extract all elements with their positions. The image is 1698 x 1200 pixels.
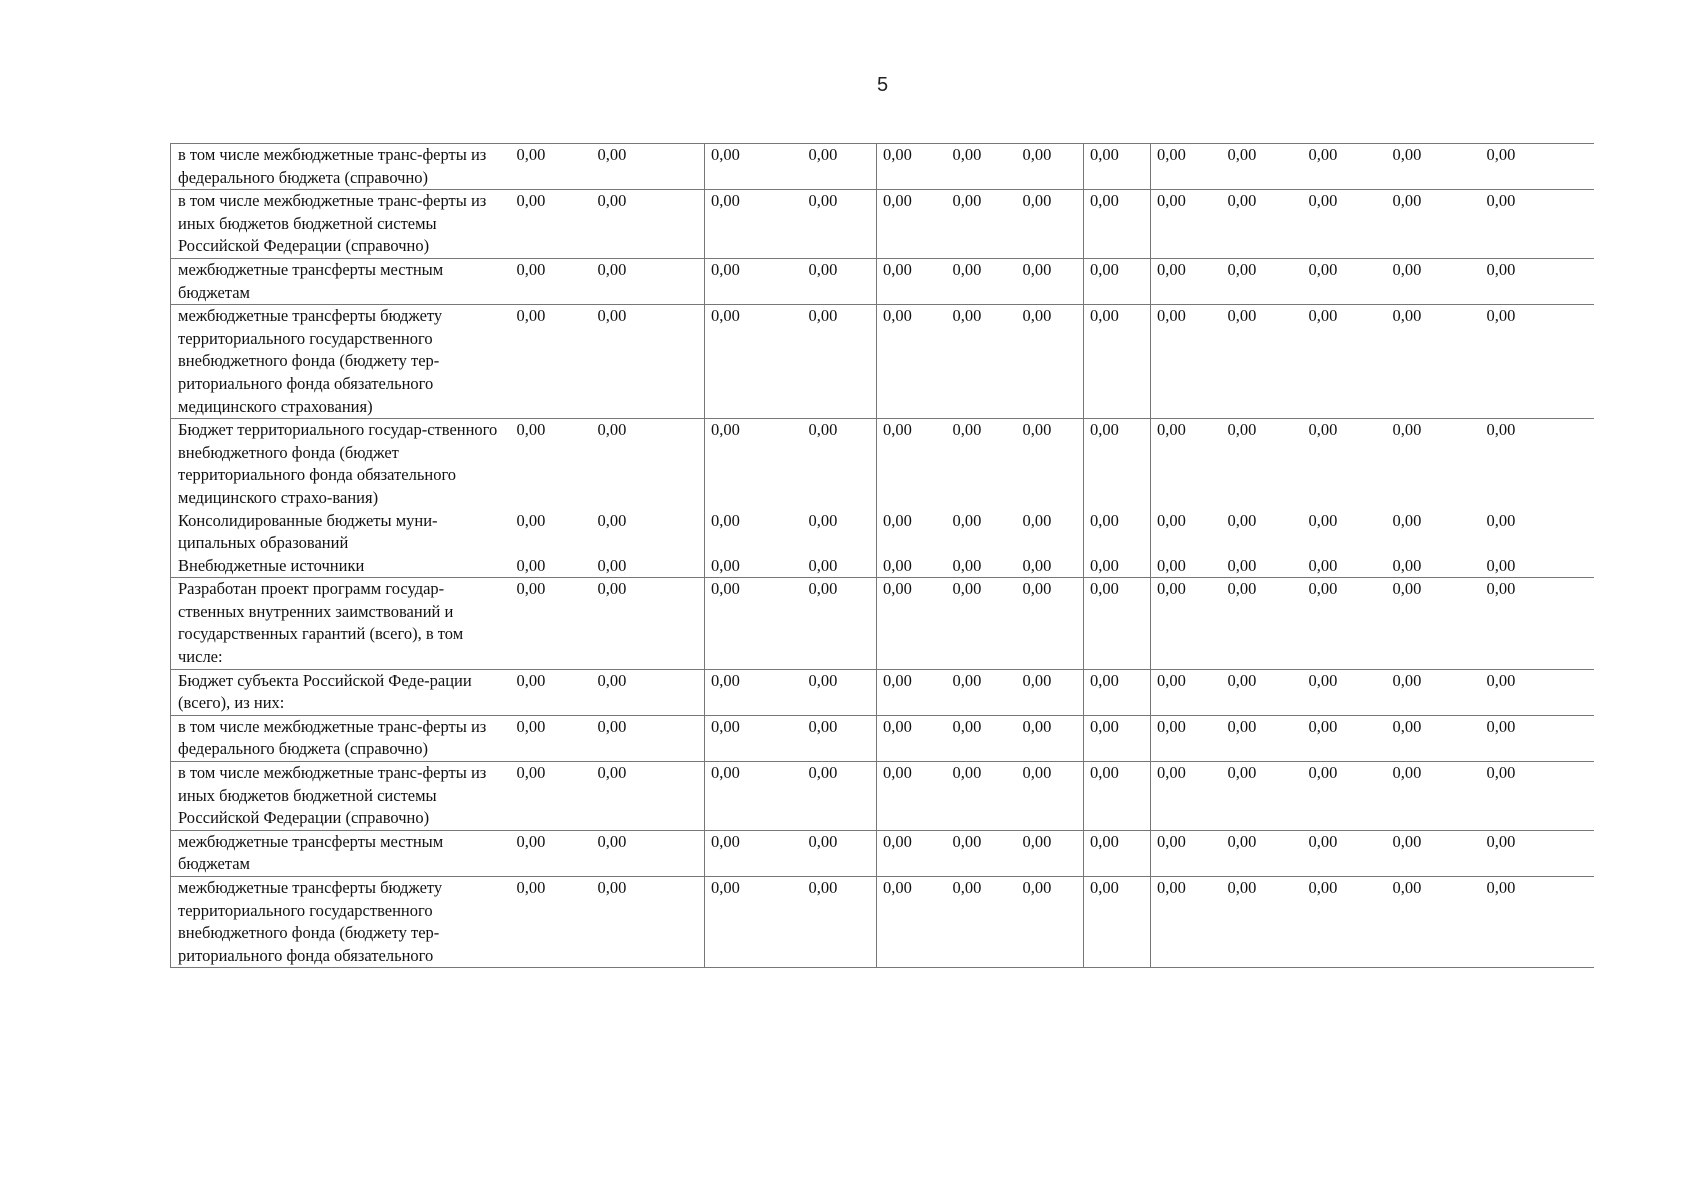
value-cell: 0,00 xyxy=(1017,555,1084,578)
value-cell: 0,00 xyxy=(1222,305,1303,419)
value-cell: 0,00 xyxy=(1017,830,1084,876)
value-cell: 0,00 xyxy=(803,669,877,715)
row-label: межбюджетные трансферты местным бюджетам xyxy=(171,258,511,304)
value-cell: 0,00 xyxy=(1084,669,1151,715)
budget-table xyxy=(170,143,1594,968)
value-cell: 0,00 xyxy=(1084,419,1151,510)
value-cell: 0,00 xyxy=(705,877,803,968)
value-cell: 0,00 xyxy=(947,715,1017,761)
value-cell: 0,00 xyxy=(1157,555,1186,575)
value-cell: 0,00 xyxy=(883,555,912,575)
table-row xyxy=(171,190,1594,259)
value-cell: 0,00 xyxy=(1481,830,1594,876)
value-cell: 0,00 xyxy=(1151,305,1222,419)
value-cell: 0,00 xyxy=(1017,419,1084,510)
value-cell: 0,00 xyxy=(803,762,877,831)
value-cell: 0,00 xyxy=(1151,190,1222,259)
value-cell: 0,00 xyxy=(1222,258,1303,304)
value-cell: 0,00 xyxy=(952,510,982,530)
value-cell: 0,00 xyxy=(1017,305,1084,419)
value-cell: 0,00 xyxy=(592,762,705,831)
value-cell: 0,00 xyxy=(511,715,592,761)
value-cell: 0,00 xyxy=(1222,144,1303,190)
value-cell: 0,00 xyxy=(1392,510,1422,530)
value-cell: 0,00 xyxy=(803,419,877,510)
value-cell: 0,00 xyxy=(1303,578,1387,669)
value-cell: 0,00 xyxy=(1084,144,1151,190)
row-label: Бюджет территориального государ-ственного внебюджетного фонда (бюджет территориального фонда обязательного медицинского страхо-вания) xyxy=(171,419,511,510)
value-cell: 0,00 xyxy=(592,510,705,555)
value-cell: 0,00 xyxy=(1017,510,1084,555)
value-cell: 0,00 xyxy=(1303,419,1387,510)
value-cell: 0,00 xyxy=(705,144,803,190)
table-row xyxy=(171,669,1594,715)
value-cell: 0,00 xyxy=(705,258,803,304)
value-cell: 0,00 xyxy=(877,258,947,304)
row-label: в том числе межбюджетные транс-ферты из федерального бюджета (справочно) xyxy=(171,715,511,761)
value-cell: 0,00 xyxy=(947,258,1017,304)
value-cell: 0,00 xyxy=(1084,510,1151,555)
value-cell: 0,00 xyxy=(1227,555,1257,575)
value-cell: 0,00 xyxy=(1481,305,1594,419)
value-cell: 0,00 xyxy=(1222,578,1303,669)
budget-table-wrapper xyxy=(170,143,1593,968)
value-cell: 0,00 xyxy=(947,762,1017,831)
value-cell: 0,00 xyxy=(947,419,1017,510)
value-cell: 0,00 xyxy=(947,305,1017,419)
row-label: Бюджет субъекта Российской Феде-рации (всего), из них: xyxy=(171,669,511,715)
value-cell: 0,00 xyxy=(803,258,877,304)
value-cell: 0,00 xyxy=(1387,578,1481,669)
value-cell: 0,00 xyxy=(1151,762,1222,831)
value-cell: 0,00 xyxy=(1303,669,1387,715)
value-cell: 0,00 xyxy=(1481,419,1594,510)
table-row xyxy=(171,419,1594,510)
value-cell: 0,00 xyxy=(1387,144,1481,190)
value-cell: 0,00 xyxy=(1151,419,1222,510)
value-cell: 0,00 xyxy=(803,510,877,555)
value-cell: 0,00 xyxy=(705,830,803,876)
value-cell: 0,00 xyxy=(877,144,947,190)
value-cell: 0,00 xyxy=(1303,144,1387,190)
page-number: 5 xyxy=(876,74,889,96)
value-cell: 0,00 xyxy=(877,190,947,259)
value-cell: 0,00 xyxy=(1084,762,1151,831)
row-label: в том числе межбюджетные транс-ферты из иных бюджетов бюджетной системы Российской Федерации (справочно) xyxy=(171,762,511,831)
value-cell: 0,00 xyxy=(511,190,592,259)
value-cell: 0,00 xyxy=(1151,258,1222,304)
value-cell: 0,00 xyxy=(1387,877,1481,968)
value-cell: 0,00 xyxy=(1387,305,1481,419)
value-cell: 0,00 xyxy=(705,190,803,259)
value-cell: 0,00 xyxy=(1481,258,1594,304)
value-cell: 0,00 xyxy=(592,419,705,510)
value-cell: 0,00 xyxy=(877,669,947,715)
value-cell: 0,00 xyxy=(1084,555,1151,578)
value-cell: 0,00 xyxy=(877,419,947,510)
value-cell: 0,00 xyxy=(947,830,1017,876)
value-cell: 0,00 xyxy=(1151,669,1222,715)
value-cell: 0,00 xyxy=(1303,258,1387,304)
value-cell: 0,00 xyxy=(1017,578,1084,669)
value-cell: 0,00 xyxy=(1151,578,1222,669)
value-cell: 0,00 xyxy=(803,305,877,419)
value-cell: 0,00 xyxy=(947,144,1017,190)
value-cell: 0,00 xyxy=(592,144,705,190)
value-cell: 0,00 xyxy=(711,555,740,575)
value-cell: 0,00 xyxy=(1303,305,1387,419)
value-cell: 0,00 xyxy=(877,762,947,831)
value-cell: 0,00 xyxy=(1017,715,1084,761)
value-cell: 0,00 xyxy=(803,144,877,190)
value-cell: 0,00 xyxy=(1017,762,1084,831)
value-cell: 0,00 xyxy=(803,555,877,578)
value-cell: 0,00 xyxy=(1084,305,1151,419)
value-cell: 0,00 xyxy=(803,715,877,761)
value-cell: 0,00 xyxy=(1222,190,1303,259)
value-cell: 0,00 xyxy=(1084,877,1151,968)
value-cell: 0,00 xyxy=(1303,830,1387,876)
value-cell: 0,00 xyxy=(1481,762,1594,831)
value-cell: 0,00 xyxy=(1387,715,1481,761)
value-cell: 0,00 xyxy=(705,762,803,831)
value-cell: 0,00 xyxy=(1222,877,1303,968)
value-cell: 0,00 xyxy=(803,578,877,669)
value-cell: 0,00 xyxy=(1481,715,1594,761)
value-cell: 0,00 xyxy=(1084,830,1151,876)
value-cell: 0,00 xyxy=(592,830,705,876)
value-cell: 0,00 xyxy=(511,419,592,510)
value-cell: 0,00 xyxy=(1157,510,1186,530)
table-row xyxy=(171,830,1594,876)
value-cell: 0,00 xyxy=(1227,510,1257,530)
value-cell: 0,00 xyxy=(705,669,803,715)
value-cell: 0,00 xyxy=(1303,762,1387,831)
row-label: межбюджетные трансферты местным бюджетам xyxy=(171,830,511,876)
value-cell: 0,00 xyxy=(1084,258,1151,304)
value-cell: 0,00 xyxy=(592,715,705,761)
value-cell: 0,00 xyxy=(1017,258,1084,304)
value-cell: 0,00 xyxy=(877,877,947,968)
value-cell: 0,00 xyxy=(1151,715,1222,761)
value-cell: 0,00 xyxy=(1308,510,1338,530)
value-cell: 0,00 xyxy=(511,877,592,968)
value-cell: 0,00 xyxy=(947,669,1017,715)
table-row xyxy=(171,762,1594,831)
value-cell: 0,00 xyxy=(1017,877,1084,968)
row-label: Консолидированные бюджеты муни-ципальных образований xyxy=(171,510,511,555)
row-label: межбюджетные трансферты бюджету территориального государственного внебюджетного фонда (бюджету тер-риториального фонда обязательного медицинского страхования) xyxy=(171,305,511,419)
value-cell: 0,00 xyxy=(877,715,947,761)
value-cell: 0,00 xyxy=(1303,715,1387,761)
value-cell: 0,00 xyxy=(877,830,947,876)
value-cell: 0,00 xyxy=(1387,258,1481,304)
row-label: Внебюджетные источники xyxy=(171,555,511,578)
value-cell: 0,00 xyxy=(592,555,705,578)
value-cell: 0,00 xyxy=(511,830,592,876)
value-cell: 0,00 xyxy=(1481,578,1594,669)
value-cell: 0,00 xyxy=(511,669,592,715)
value-cell: 0,00 xyxy=(1222,830,1303,876)
table-row xyxy=(171,715,1594,761)
value-cell: 0,00 xyxy=(1303,190,1387,259)
value-cell: 0,00 xyxy=(803,190,877,259)
value-cell: 0,00 xyxy=(705,715,803,761)
table-row xyxy=(171,510,1594,555)
value-cell: 0,00 xyxy=(711,510,740,530)
value-cell: 0,00 xyxy=(1151,877,1222,968)
value-cell: 0,00 xyxy=(1392,555,1422,575)
value-cell: 0,00 xyxy=(803,830,877,876)
value-cell: 0,00 xyxy=(511,144,592,190)
value-cell: 0,00 xyxy=(952,555,982,575)
value-cell: 0,00 xyxy=(592,258,705,304)
row-label: Разработан проект программ государ-ственных внутренних заимствований и государственных гарантий (всего), в том числе: xyxy=(171,578,511,669)
value-cell: 0,00 xyxy=(1222,669,1303,715)
value-cell: 0,00 xyxy=(511,258,592,304)
value-cell: 0,00 xyxy=(1481,669,1594,715)
value-cell: 0,00 xyxy=(592,877,705,968)
value-cell: 0,00 xyxy=(1303,877,1387,968)
value-cell: 0,00 xyxy=(1017,190,1084,259)
table-row xyxy=(171,578,1594,669)
value-cell: 0,00 xyxy=(947,877,1017,968)
value-cell: 0,00 xyxy=(1084,715,1151,761)
value-cell: 0,00 xyxy=(1084,578,1151,669)
value-cell: 0,00 xyxy=(592,669,705,715)
table-row xyxy=(171,555,1594,578)
value-cell: 0,00 xyxy=(511,762,592,831)
value-cell: 0,00 xyxy=(947,190,1017,259)
value-cell: 0,00 xyxy=(705,419,803,510)
value-cell: 0,00 xyxy=(877,578,947,669)
table-row xyxy=(171,144,1594,190)
value-cell: 0,00 xyxy=(877,305,947,419)
table-row xyxy=(171,305,1594,419)
value-cell: 0,00 xyxy=(1481,144,1594,190)
table-row xyxy=(171,258,1594,304)
table-row xyxy=(171,877,1594,968)
value-cell: 0,00 xyxy=(947,578,1017,669)
row-label: в том числе межбюджетные транс-ферты из федерального бюджета (справочно) xyxy=(171,144,511,190)
value-cell: 0,00 xyxy=(1222,762,1303,831)
value-cell: 0,00 xyxy=(1387,830,1481,876)
value-cell: 0,00 xyxy=(511,578,592,669)
value-cell: 0,00 xyxy=(516,510,546,530)
value-cell: 0,00 xyxy=(1486,510,1516,530)
value-cell: 0,00 xyxy=(883,510,912,530)
value-cell: 0,00 xyxy=(1151,144,1222,190)
value-cell: 0,00 xyxy=(1486,555,1516,575)
value-cell: 0,00 xyxy=(1387,762,1481,831)
value-cell: 0,00 xyxy=(705,305,803,419)
value-cell: 0,00 xyxy=(1387,190,1481,259)
value-cell: 0,00 xyxy=(1308,555,1338,575)
value-cell: 0,00 xyxy=(1017,144,1084,190)
value-cell: 0,00 xyxy=(1481,877,1594,968)
value-cell: 0,00 xyxy=(1151,830,1222,876)
row-label: в том числе межбюджетные транс-ферты из иных бюджетов бюджетной системы Российской Федерации (справочно) xyxy=(171,190,511,259)
value-cell: 0,00 xyxy=(516,555,546,575)
table-body xyxy=(171,144,1594,968)
value-cell: 0,00 xyxy=(1481,190,1594,259)
value-cell: 0,00 xyxy=(592,305,705,419)
value-cell: 0,00 xyxy=(1222,419,1303,510)
value-cell: 0,00 xyxy=(803,877,877,968)
value-cell: 0,00 xyxy=(1222,715,1303,761)
value-cell: 0,00 xyxy=(1387,419,1481,510)
value-cell: 0,00 xyxy=(592,578,705,669)
value-cell: 0,00 xyxy=(592,190,705,259)
value-cell: 0,00 xyxy=(1017,669,1084,715)
value-cell: 0,00 xyxy=(1084,190,1151,259)
value-cell: 0,00 xyxy=(705,578,803,669)
row-label: межбюджетные трансферты бюджету территориального государственного внебюджетного фонда (бюджету тер-риториального фонда обязательного xyxy=(171,877,511,968)
value-cell: 0,00 xyxy=(511,305,592,419)
value-cell: 0,00 xyxy=(1387,669,1481,715)
